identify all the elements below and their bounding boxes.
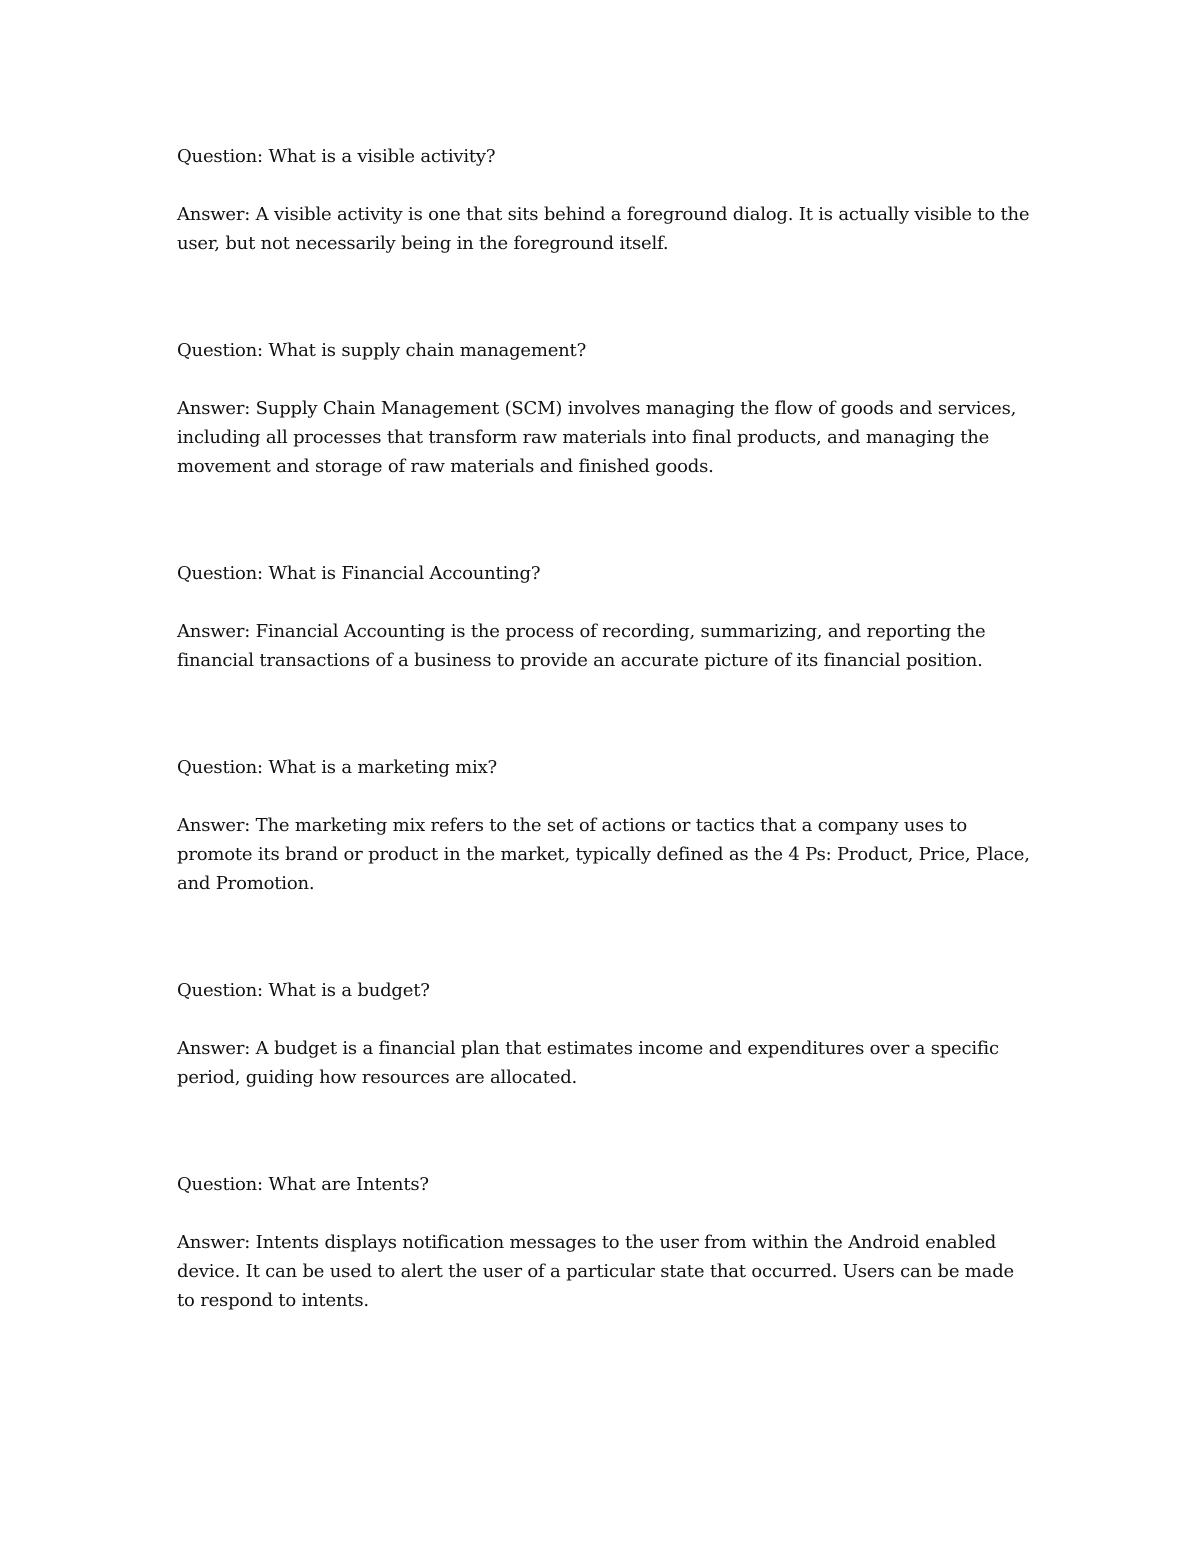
answer-text: Answer: A visible activity is one that sits behind a foreground dialog. It is actually visible to the user, but not necessarily being in the foreground itself. <box>177 204 1030 254</box>
question-text: Question: What is supply chain management? <box>177 340 587 361</box>
qa-item-supply-chain-management <box>177 336 1037 481</box>
answer-text: Answer: Financial Accounting is the process of recording, summarizing, and reporting the financial transactions of a business to provide an accurate picture of its financial position. <box>177 621 986 671</box>
qa-item-intents <box>177 1170 1037 1315</box>
answer-text: Answer: The marketing mix refers to the set of actions or tactics that a company uses to promote its brand or product in the market, typically defined as the 4 Ps: Product, Price, Place, and Promotion. <box>177 815 1030 894</box>
question-text: Question: What is a visible activity? <box>177 146 496 167</box>
question-text: Question: What is a marketing mix? <box>177 757 498 778</box>
qa-item-marketing-mix <box>177 753 1037 898</box>
qa-item-visible-activity <box>177 142 1037 258</box>
answer-text: Answer: Intents displays notification messages to the user from within the Android enabled device. It can be used to alert the user of a particular state that occurred. Users can be made to respond to intents. <box>177 1232 1014 1311</box>
answer-text: Answer: Supply Chain Management (SCM) involves managing the flow of goods and services, including all processes that transform raw materials into final products, and managing the movement and storage of raw materials and finished goods. <box>177 398 1017 477</box>
question-text: Question: What is a budget? <box>177 980 430 1001</box>
question-text: Question: What is Financial Accounting? <box>177 563 541 584</box>
question-text: Question: What are Intents? <box>177 1174 429 1195</box>
answer-text: Answer: A budget is a financial plan that estimates income and expenditures over a specific period, guiding how resources are allocated. <box>177 1038 999 1088</box>
qa-item-financial-accounting <box>177 559 1037 675</box>
qa-item-budget <box>177 976 1037 1092</box>
